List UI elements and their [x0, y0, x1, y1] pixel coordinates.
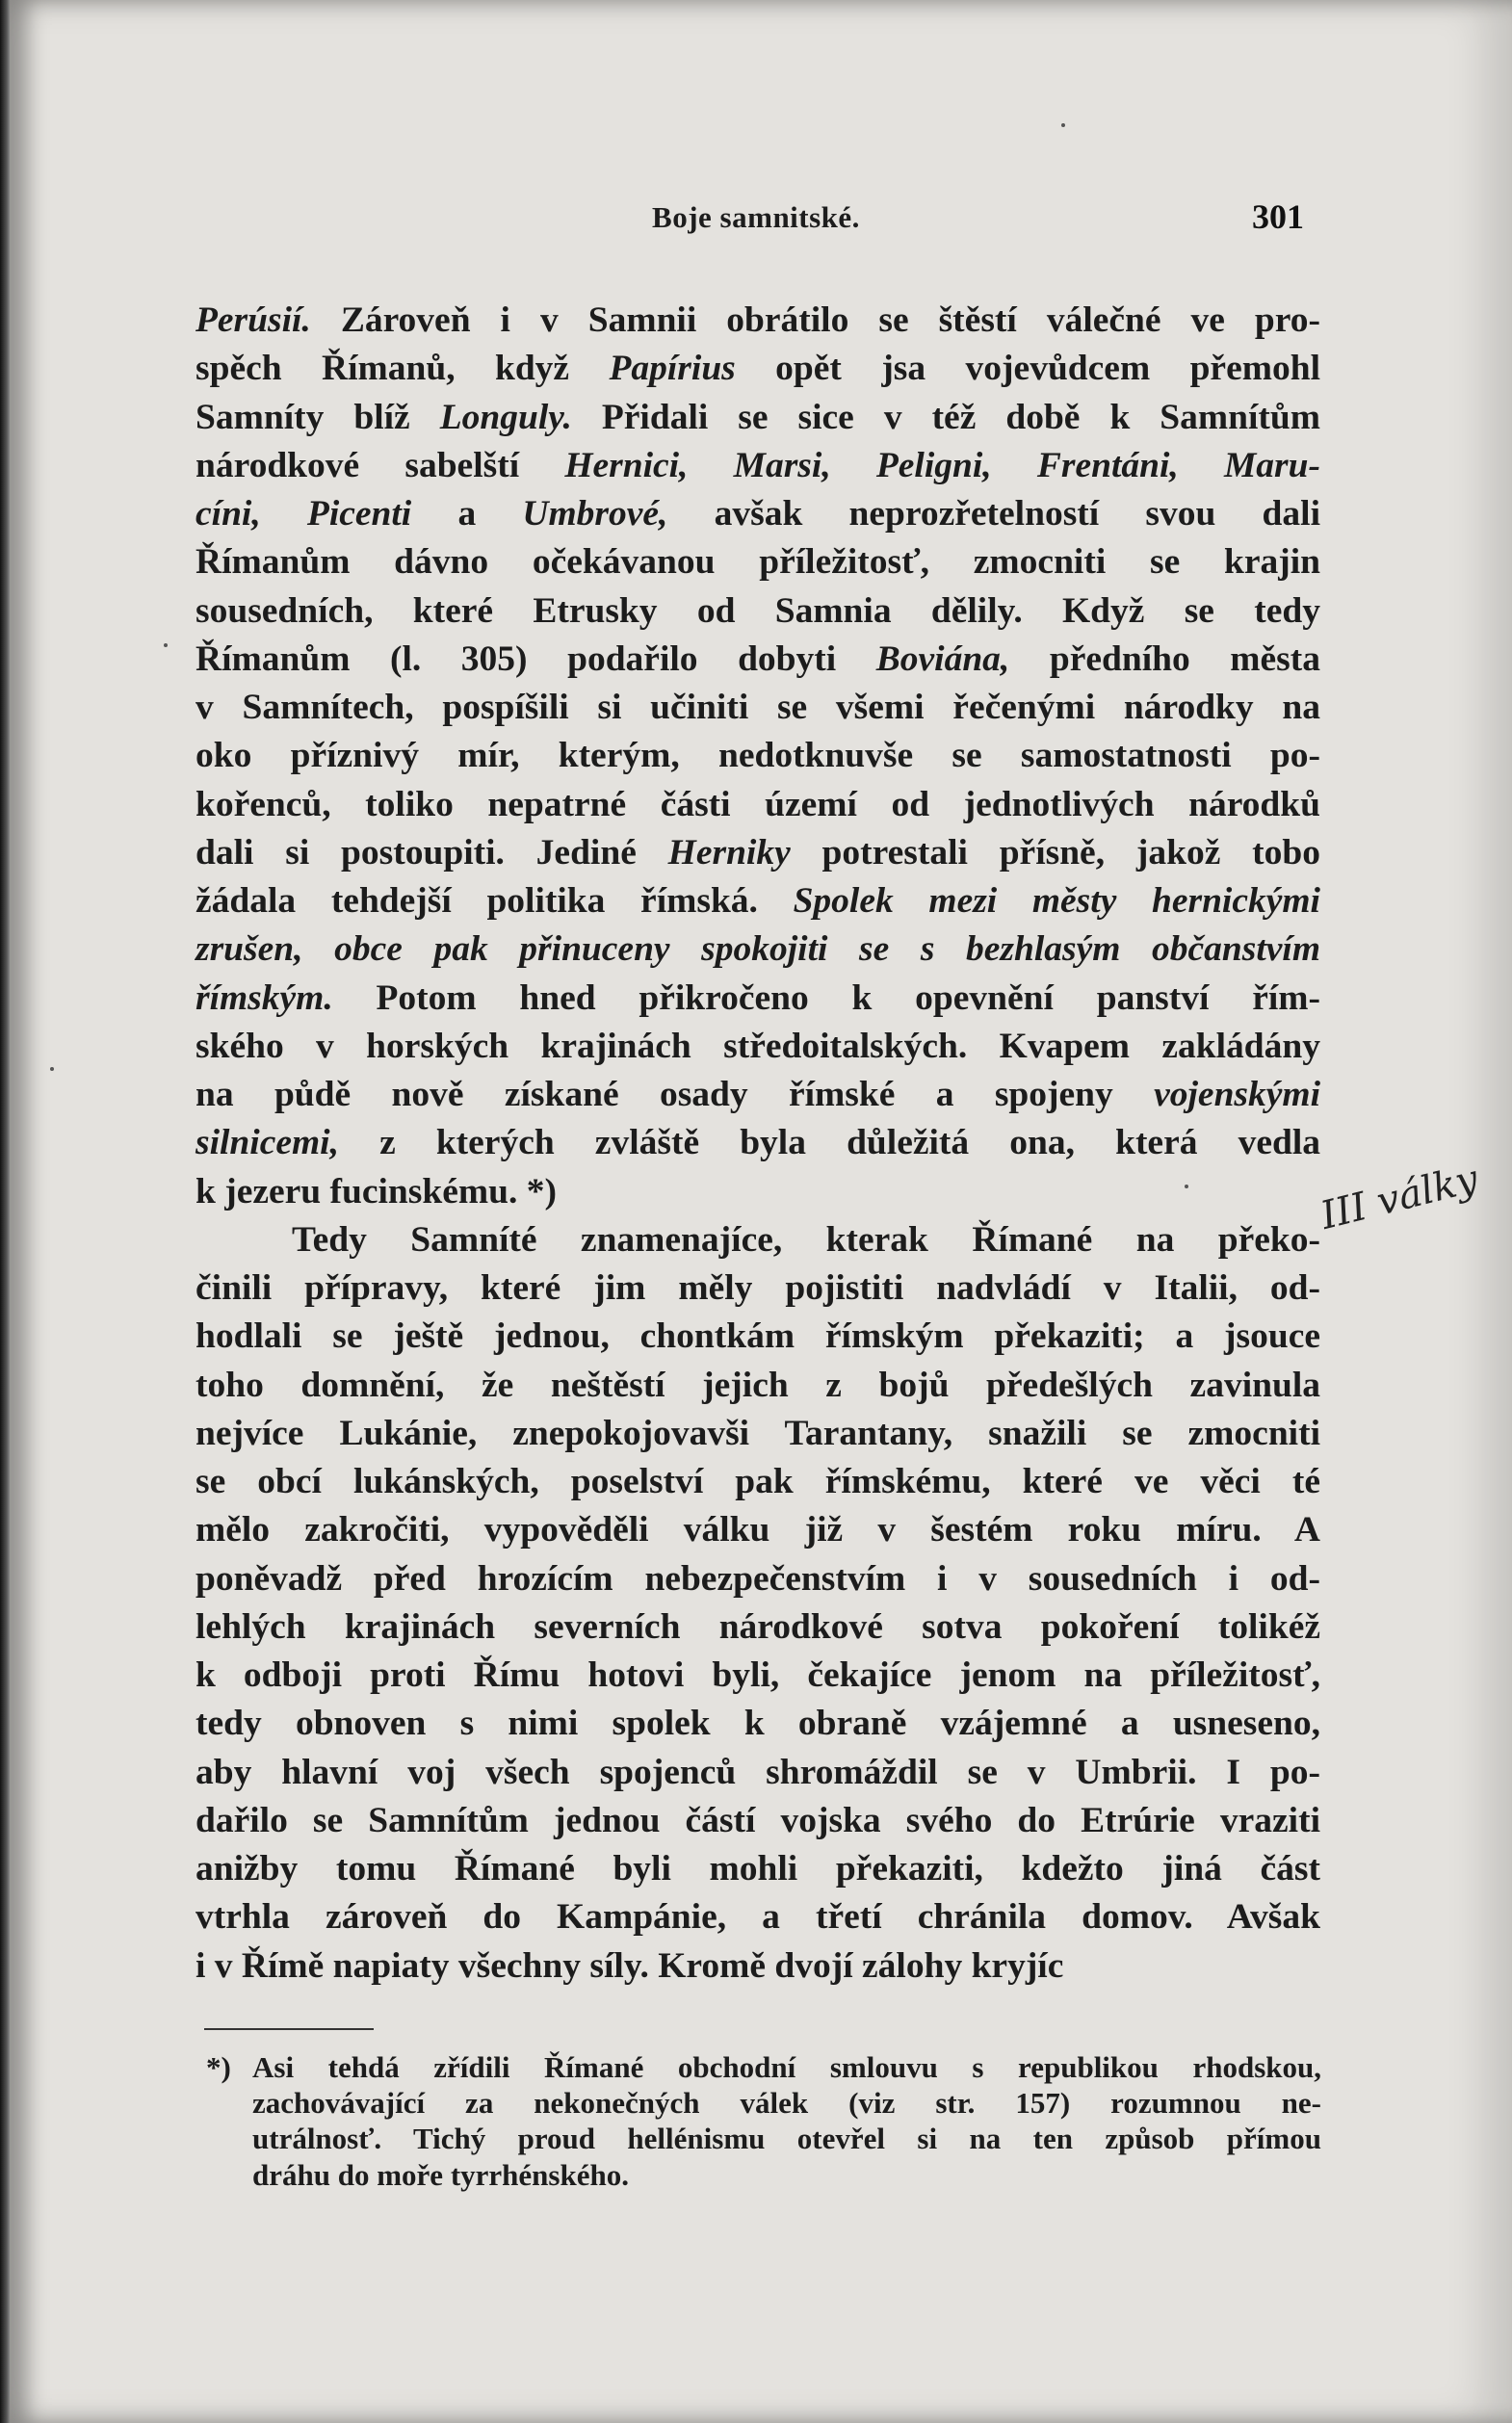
footnote: [206, 2049, 1321, 2193]
paper-speck: [1061, 123, 1065, 127]
text-line: Římanům (l. 305) podařilo dobyti Boviána, předního města: [196, 638, 1320, 679]
text-line: cíni, Picenti a Umbrové, avšak neprozřetelností svou dali: [196, 494, 1320, 534]
text-line: silnicemi, z kterých zvláště byla důležitá ona, která vedla: [196, 1123, 1320, 1163]
text-line: národkové sabelští Hernici, Marsi, Peligni, Frentáni, Maru-: [196, 445, 1320, 485]
text-line: tedy obnoven s nimi spolek k obraně vzájemné a usneseno,: [196, 1704, 1320, 1744]
paper-speck: [164, 643, 168, 647]
main-text: [196, 297, 1320, 1991]
text-line: dařilo se Samnítům jednou částí vojska svého do Etrúrie vraziti: [196, 1800, 1320, 1840]
text-line: utrálnosť. Tichý proud hellénismu otevřel si na ten způsob přímou: [252, 2122, 1321, 2156]
text-line: kořenců, toliko nepatrné části území od jednotlivých národků: [196, 784, 1320, 824]
footnote-text: [252, 2049, 1321, 2193]
text-line: činili přípravy, které jim měly pojistiti nadvládí v Italii, od-: [196, 1268, 1320, 1308]
text-line: k odboji proti Římu hotovi byli, čekajíce jenom na příležitosť,: [196, 1655, 1320, 1695]
text-line: Tedy Samníté znamenajíce, kterak Římané na překo-: [292, 1219, 1320, 1260]
text-line: Samníty blíž Longuly. Přidali se sice v též době k Samnítům: [196, 397, 1321, 437]
text-line: na půdě nově získané osady římské a spojeny vojenskými: [196, 1075, 1320, 1114]
text-line: toho domnění, že neštěstí jejich z bojů předešlých zavinula: [196, 1365, 1320, 1405]
page-number: 301: [1252, 197, 1304, 236]
text-line: hodlali se ještě jednou, chontkám římským překaziti; a jsouce: [196, 1316, 1320, 1357]
text-line: k jezeru fucinskému. *): [196, 1171, 557, 1212]
paragraph-1: [196, 297, 1320, 1216]
text-line: spěch Římanů, když Papírius opět jsa vojevůdcem přemohl: [196, 349, 1320, 389]
text-line: mělo zakročiti, vypověděli válku již v šestém roku míru. A: [196, 1510, 1320, 1550]
text-line: sousedních, které Etrusky od Samnia dělily. Když se tedy: [196, 590, 1320, 631]
text-line: zrušen, obce pak přinuceny spokojiti se s bezhlasým občanstvím: [196, 929, 1320, 970]
text-line: i v Římě napiaty všechny síly. Kromě dvojí zálohy kryjíc: [196, 1945, 1064, 1986]
text-line: vtrhla zároveň do Kampánie, a třetí chránila domov. Avšak: [196, 1897, 1320, 1938]
footnote-marker: *): [206, 2050, 231, 2084]
text-line: dali si postoupiti. Jediné Herniky potrestali přísně, jakož tobo: [196, 832, 1320, 873]
text-line: oko příznivý mír, kterým, nedotknuvše se samostatnosti po-: [196, 736, 1320, 776]
paper-speck: [50, 1067, 54, 1071]
text-line: dráhu do moře tyrrhénského.: [252, 2157, 629, 2192]
text-line: aby hlavní voj všech spojenců shromáždil se v Umbrii. I po-: [196, 1752, 1320, 1792]
text-line: ského v horských krajinách středoitalských. Kvapem zakládány: [196, 1026, 1320, 1066]
text-line: poněvadž před hrozícím nebezpečenstvím i v sousedních i od-: [196, 1558, 1320, 1599]
text-line: Perúsií. Zároveň i v Samnii obrátilo se štěstí válečné ve pro-: [196, 300, 1320, 340]
footnote-divider: [204, 2028, 374, 2030]
text-line: žádala tehdejší politika římská. Spolek mezi městy hernickými: [196, 881, 1320, 921]
text-line: v Samnítech, pospíšili si učiniti se všemi řečenými národky na: [196, 688, 1320, 727]
text-line: se obcí lukánských, poselství pak římskému, které ve věci té: [196, 1462, 1320, 1501]
text-line: zachovávající za nekonečných válek (viz str. 157) rozumnou ne-: [252, 2086, 1321, 2121]
text-line: lehlých krajinách severních národkové sotva pokoření tolikéž: [196, 1606, 1320, 1647]
paper-speck: [1185, 1185, 1188, 1188]
book-gutter-shadow: [0, 0, 10, 2423]
text-line: římským. Potom hned přikročeno k opevnění panství řím-: [196, 977, 1320, 1018]
handwritten-margin-note: III války: [1316, 1157, 1483, 1238]
running-header: Boje samnitské.: [652, 200, 860, 234]
text-line: anižby tomu Římané byli mohli překaziti, kdežto jiná část: [196, 1849, 1320, 1889]
text-line: Asi tehdá zřídili Římané obchodní smlouvu s republikou rhodskou,: [252, 2050, 1321, 2084]
paragraph-2: [196, 1216, 1320, 1991]
text-line: Římanům dávno očekávanou příležitosť, zmocniti se krajin: [196, 542, 1320, 583]
text-line: nejvíce Lukánie, znepokojovavši Tarantany, snažili se zmocniti: [196, 1413, 1320, 1453]
